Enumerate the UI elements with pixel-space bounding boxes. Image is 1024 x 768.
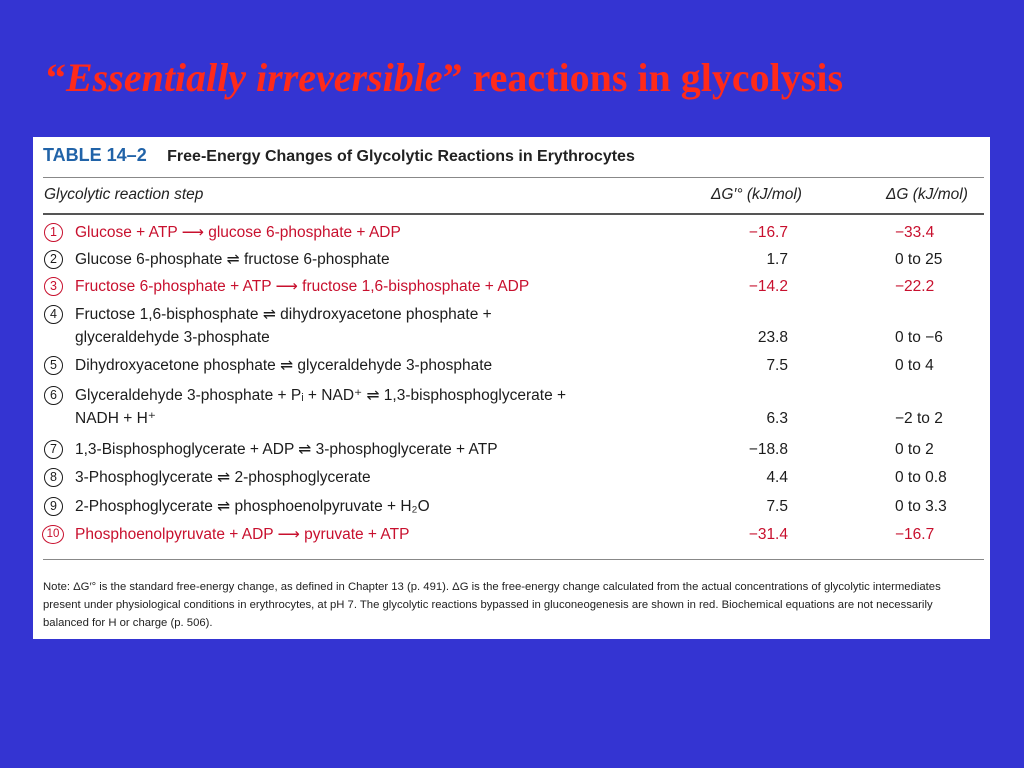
table-row (33, 354, 990, 377)
header-rule (43, 213, 984, 215)
reaction-line: 2-Phosphoglycerate ⇌ phosphoenolpyruvate + H₂O (75, 498, 430, 515)
step-number: 7 (44, 440, 63, 459)
table-row (33, 466, 990, 489)
title-open-quote: “ (46, 55, 66, 100)
table-row (33, 275, 990, 298)
reaction-line: Fructose 6-phosphate + ATP ⟶ fructose 1,6-bisphosphate + ADP (75, 278, 530, 295)
dg0-value: −16.7 (748, 224, 788, 241)
dg0-value: 4.4 (766, 469, 788, 486)
reaction-line: Phosphoenolpyruvate + ADP ⟶ pyruvate + ATP (75, 526, 410, 543)
table-row (33, 495, 990, 518)
table-row (33, 384, 990, 430)
dg-value: 0 to 0.8 (895, 469, 947, 486)
reaction-line: 1,3-Bisphosphoglycerate + ADP ⇌ 3-phosphoglycerate + ATP (75, 441, 498, 458)
dg0-value: −14.2 (748, 278, 788, 295)
reaction-text (75, 354, 492, 377)
reaction-line: Glucose + ATP ⟶ glucose 6-phosphate + ADP (75, 224, 401, 241)
reaction-text (75, 248, 390, 271)
reaction-line: Fructose 1,6-bisphosphate ⇌ dihydroxyacetone phosphate + (75, 306, 492, 323)
title-rest: reactions in glycolysis (472, 55, 844, 100)
table-row (33, 438, 990, 461)
table-row (33, 248, 990, 271)
reaction-line: Dihydroxyacetone phosphate ⇌ glyceraldehyde 3-phosphate (75, 357, 493, 374)
table-header (43, 145, 635, 166)
dg-value: −2 to 2 (895, 410, 943, 427)
column-header-step: Glycolytic reaction step (44, 186, 204, 203)
dg0-value: 7.5 (766, 357, 788, 374)
dg0-value: 23.8 (757, 329, 788, 346)
slide-title (46, 52, 1006, 104)
dg0-value: −31.4 (748, 526, 788, 543)
reaction-text (75, 466, 371, 489)
dg-value: 0 to 25 (895, 251, 943, 268)
dg0-value: 6.3 (766, 410, 788, 427)
step-number: 1 (44, 223, 63, 242)
step-number: 6 (44, 386, 63, 405)
reaction-line: glyceraldehyde 3-phosphate (75, 329, 270, 346)
dg-value: −16.7 (895, 526, 935, 543)
reaction-line: NADH + H⁺ (75, 410, 156, 427)
column-header-dg0: ΔG′° (kJ/mol) (711, 186, 802, 203)
dg0-value: 1.7 (766, 251, 788, 268)
reaction-text (75, 438, 498, 461)
table-panel (33, 137, 990, 639)
reaction-line: 3-Phosphoglycerate ⇌ 2-phosphoglycerate (75, 469, 371, 486)
dg-value: 0 to 2 (895, 441, 934, 458)
reaction-text (75, 221, 401, 244)
reaction-text (75, 275, 529, 298)
table-row (33, 221, 990, 244)
dg-value: 0 to −6 (895, 329, 943, 346)
column-header-dg: ΔG (kJ/mol) (886, 186, 968, 203)
reaction-text (75, 495, 430, 518)
table-row (33, 303, 990, 349)
step-number: 5 (44, 356, 63, 375)
step-number: 3 (44, 277, 63, 296)
reaction-text (75, 303, 492, 349)
step-number: 9 (44, 497, 63, 516)
reaction-text (75, 523, 409, 546)
title-italic-part: Essentially irreversible (66, 55, 443, 100)
reaction-line: Glucose 6-phosphate ⇌ fructose 6-phosphate (75, 251, 390, 268)
dg-value: −33.4 (895, 224, 935, 241)
reaction-text (75, 384, 566, 430)
table-number: TABLE 14–2 (43, 145, 147, 165)
dg0-value: 7.5 (766, 498, 788, 515)
step-number: 10 (42, 525, 64, 544)
step-number: 8 (44, 468, 63, 487)
top-rule (43, 177, 984, 178)
step-number: 2 (44, 250, 63, 269)
reaction-line: Glyceraldehyde 3-phosphate + Pᵢ + NAD⁺ ⇌ 1,3-bisphosphoglycerate + (75, 387, 567, 404)
table-note: Note: ΔG′° is the standard free-energy change, as defined in Chapter 13 (p. 491). ΔG is the free-energy change calculated from the actual concentrations of glycolytic intermediates present under physiological conditions in erythrocytes, at pH 7. The glycolytic reactions bypassed in gluconeogenesis are shown in red. Biochemical equations are not necessarily balanced for H or charge (p. 506). (43, 581, 941, 629)
dg-value: 0 to 3.3 (895, 498, 947, 515)
step-number: 4 (44, 305, 63, 324)
table-row (33, 523, 990, 546)
table-title: Free-Energy Changes of Glycolytic Reactions in Erythrocytes (167, 148, 635, 165)
title-close-quote: ” (442, 55, 463, 100)
dg-value: 0 to 4 (895, 357, 934, 374)
bottom-rule (43, 559, 984, 560)
dg-value: −22.2 (895, 278, 935, 295)
dg0-value: −18.8 (748, 441, 788, 458)
